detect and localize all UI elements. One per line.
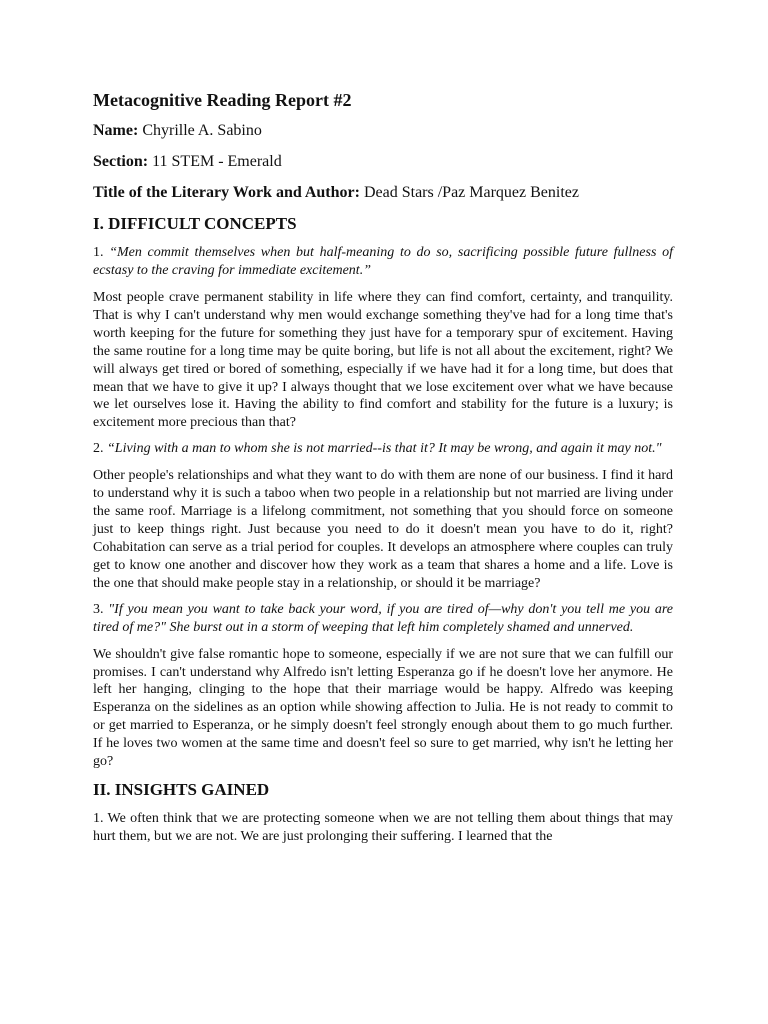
concept-number-1: 1. [93, 245, 104, 260]
section-label: Section: [93, 153, 149, 170]
concept-quote-text-3: "If you mean you want to take back your word, if you are tired of—why don't you tell me you are tired of me?" She burst out in a storm of weeping that left him completely shamed and unnerved. [93, 601, 673, 635]
concept-quote-3 [93, 601, 673, 637]
concept-quote-1 [93, 244, 673, 280]
concept-paragraph-3: We shouldn't give false romantic hope to someone, especially if we are not sure that we can fulfill our promises. I can't understand why Alfredo isn't letting Esperanza go if he doesn't love her anymore. He left her hanging, clinging to the hope that their marriage would be happy. Alfredo was keeping Esperanza on the sidelines as an option while showing affection to Julia. He is not ready to commit to or get married to Esperanza, or he simply doesn't feel strongly enough about them to go much further. If he loves two women at the same time and doesn't feel so sure to get married, why isn't he letting her go? [93, 646, 673, 770]
concept-quote-text-1: “Men commit themselves when but half-meaning to do so, sacrificing possible future fullness of ecstasy to the craving for immediate excitement.” [93, 245, 673, 278]
document-page [93, 88, 673, 854]
concept-number-2: 2. [93, 441, 104, 457]
section-field [93, 151, 673, 173]
name-label: Name: [93, 122, 139, 139]
concept-paragraph-1: Most people crave permanent stability in life where they can find comfort, certainty, and tranquility. That is why I can't understand why men would exchange something they've had for a long time that's worth keeping for the future for something they just have for a temporary spur of excitement. Having the same routine for a long time may be quite boring, but life is not all about the excitement, right? We will always get tired or bored of something, especially if we have had it for a long time, but does that mean that we have to give it up? I always thought that we lose excitement over what we have because we let ourselves lose it. Having the ability to find comfort and stability for the future is a luxury; is excitement more precious than that? [93, 290, 673, 431]
document-title: Metacognitive Reading Report #2 [93, 90, 352, 110]
name-value: Chyrille A. Sabino [142, 122, 262, 139]
name-field [93, 120, 673, 142]
insight-paragraph-1: 1. We often think that we are protecting someone when we are not telling them about things that may hurt them, but we are not. We are just prolonging their suffering. I learned that the [93, 810, 673, 844]
concept-quote-2 [93, 440, 673, 458]
concept-quote-text-2: “Living with a man to whom she is not married--is that it? It may be wrong, and again it may not." [107, 441, 662, 457]
insights-gained-heading: II. INSIGHTS GAINED [93, 779, 270, 799]
literary-work-label: Title of the Literary Work and Author: [93, 184, 360, 201]
literary-work-field [93, 182, 673, 204]
difficult-concepts-heading: I. DIFFICULT CONCEPTS [93, 214, 297, 233]
concept-number-3: 3. [93, 601, 104, 617]
concept-paragraph-2: Other people's relationships and what they want to do with them are none of our business. I find it hard to understand why it is such a taboo when two people in a relationship but not married are living under the same roof. Marriage is a lifelong commitment, not something that you should force on someone just to keep things right. Just because you need to do it doesn't mean you have to do it, right? Cohabitation can serve as a trial period for couples. It develops an atmosphere where couples can truly get to know one another and discover how they work as a team that shares a home and a life. Love is the one that should make people stay in a relationship, or should it be marriage? [93, 468, 673, 591]
section-value: 11 STEM - Emerald [152, 153, 282, 170]
literary-work-value: Dead Stars /Paz Marquez Benitez [363, 184, 579, 201]
